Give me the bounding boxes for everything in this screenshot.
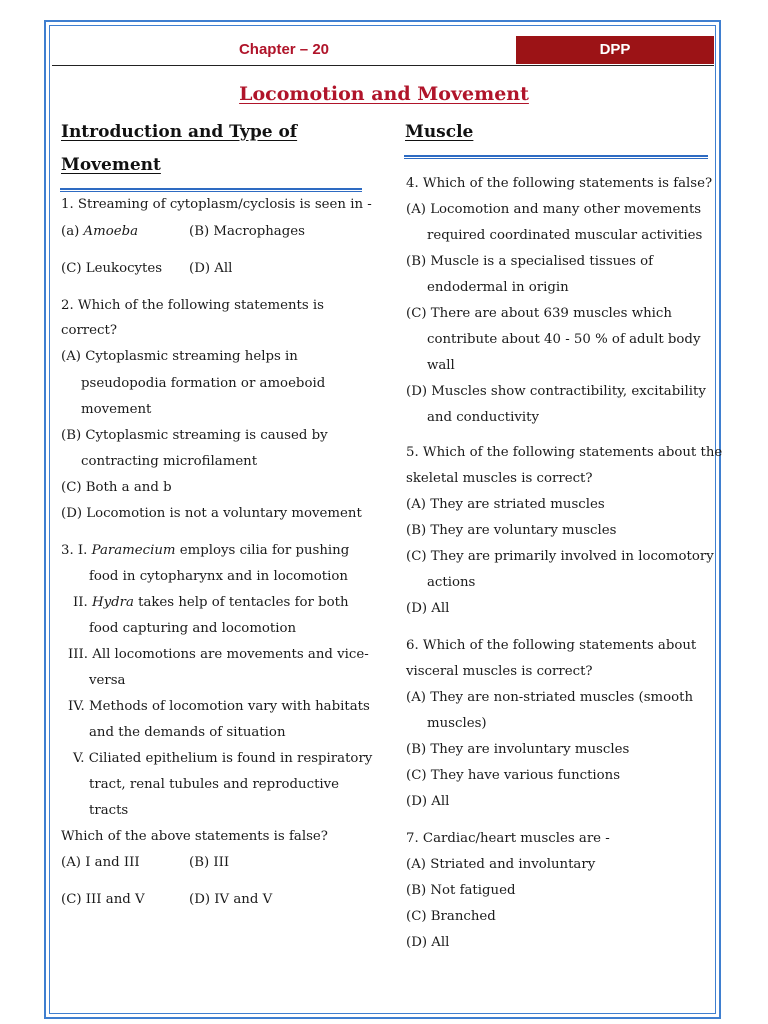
q3-statement-iv-l1: IV. Methods of locomotion vary with habitats [68,699,370,714]
q1-option-b: (B) Macrophages [189,224,305,239]
q1-option-d: (D) All [189,261,233,276]
chapter-label: Chapter – 20 [238,41,330,58]
q3-i-prefix: 3. I. [61,543,92,558]
q4-option-a-l1: (A) Locomotion and many other movements [406,202,702,217]
q2-stem-l2: correct? [61,323,117,338]
q1-stem: 1. Streaming of cytoplasm/cyclosis is seen in - [61,197,372,212]
q3-statement-i-l2: food in cytopharynx and in locomotion [89,569,348,584]
q2-stem-l1: 2. Which of the following statements is [61,298,324,313]
q1-option-a [61,224,138,239]
q6-option-b: (B) They are involuntary muscles [406,742,630,757]
q4-option-c-l3: wall [427,358,455,373]
q4-option-c-l1: (C) There are about 639 muscles which [406,306,672,321]
q4-stem: 4. Which of the following statements is false? [406,176,713,191]
q7-option-b: (B) Not fatigued [406,883,516,898]
q5-option-a: (A) They are striated muscles [406,497,605,512]
q2-option-a-l3: movement [81,402,152,417]
q6-option-c: (C) They have various functions [406,768,621,783]
q2-option-a-l1: (A) Cytoplasmic streaming helps in [61,349,298,364]
q2-option-a-l2: pseudopodia formation or amoeboid [81,376,326,391]
q3-option-d: (D) IV and V [189,892,273,907]
q6-option-a-l1: (A) They are non-striated muscles (smooth [406,690,694,705]
page-title-text: Locomotion and Movement [239,83,529,105]
q7-stem: 7. Cardiac/heart muscles are - [406,831,610,846]
q6-stem-l2: visceral muscles is correct? [406,664,593,679]
q1-a-italic: Amoeba [83,224,139,239]
q5-option-c-l1: (C) They are primarily involved in locomotory [406,549,714,564]
section-title-intro-l2: Movement [61,155,161,175]
q6-option-d: (D) All [406,794,450,809]
q4-option-a-l2: required coordinated muscular activities [427,228,703,243]
q3-ii-italic: Hydra [91,595,134,610]
q7-option-d: (D) All [406,935,450,950]
section-title-muscle: Muscle [405,122,474,142]
q5-option-d: (D) All [406,601,450,616]
q3-statement-v-l1: V. Ciliated epithelium is found in respiratory [73,751,373,766]
q3-ii-prefix: II. [73,595,92,610]
q2-option-c: (C) Both a and b [61,480,172,495]
q6-option-a-l2: muscles) [427,716,487,731]
q1-option-c: (C) Leukocytes [61,261,163,276]
q3-option-a: (A) I and III [61,855,140,870]
dpp-badge: DPP [516,36,714,64]
q5-stem-l1: 5. Which of the following statements about the [406,445,723,460]
q3-option-c: (C) III and V [61,892,145,907]
page-title [0,83,768,105]
section-divider-right [404,155,708,159]
q3-ii-rest: takes help of tentacles for both [133,595,349,610]
q3-statement-iii-l2: versa [89,673,126,688]
q3-statement-v-l3: tracts [89,803,129,818]
q4-option-d-l1: (D) Muscles show contractibility, excitability [406,384,706,399]
q3-statement-iv-l2: and the demands of situation [89,725,286,740]
q3-i-italic: Paramecium [91,543,176,558]
q2-option-d: (D) Locomotion is not a voluntary movement [61,506,362,521]
q1-a-prefix: (a) [61,224,84,239]
q7-option-a: (A) Striated and involuntary [406,857,596,872]
q4-option-c-l2: contribute about 40 - 50 % of adult body [427,332,701,347]
section-divider-left [60,188,362,192]
q3-option-b: (B) III [189,855,230,870]
q3-statement-iii-l1: III. All locomotions are movements and vice- [68,647,369,662]
q4-option-b-l1: (B) Muscle is a specialised tissues of [406,254,654,269]
q4-option-d-l2: and conductivity [427,410,539,425]
q3-question: Which of the above statements is false? [61,829,328,844]
q3-statement-v-l2: tract, renal tubules and reproductive [89,777,340,792]
q2-option-b-l1: (B) Cytoplasmic streaming is caused by [61,428,328,443]
q2-option-b-l2: contracting microfilament [81,454,258,469]
q5-option-b: (B) They are voluntary muscles [406,523,617,538]
q4-option-b-l2: endodermal in origin [427,280,569,295]
q6-stem-l1: 6. Which of the following statements about [406,638,697,653]
section-title-intro-l1: Introduction and Type of [61,122,298,142]
q3-i-rest: employs cilia for pushing [175,543,350,558]
q5-stem-l2: skeletal muscles is correct? [406,471,593,486]
q5-option-c-l2: actions [427,575,476,590]
q3-statement-i [61,543,349,558]
q3-statement-ii-l2: food capturing and locomotion [89,621,297,636]
q3-statement-ii [73,595,349,610]
q7-option-c: (C) Branched [406,909,496,924]
